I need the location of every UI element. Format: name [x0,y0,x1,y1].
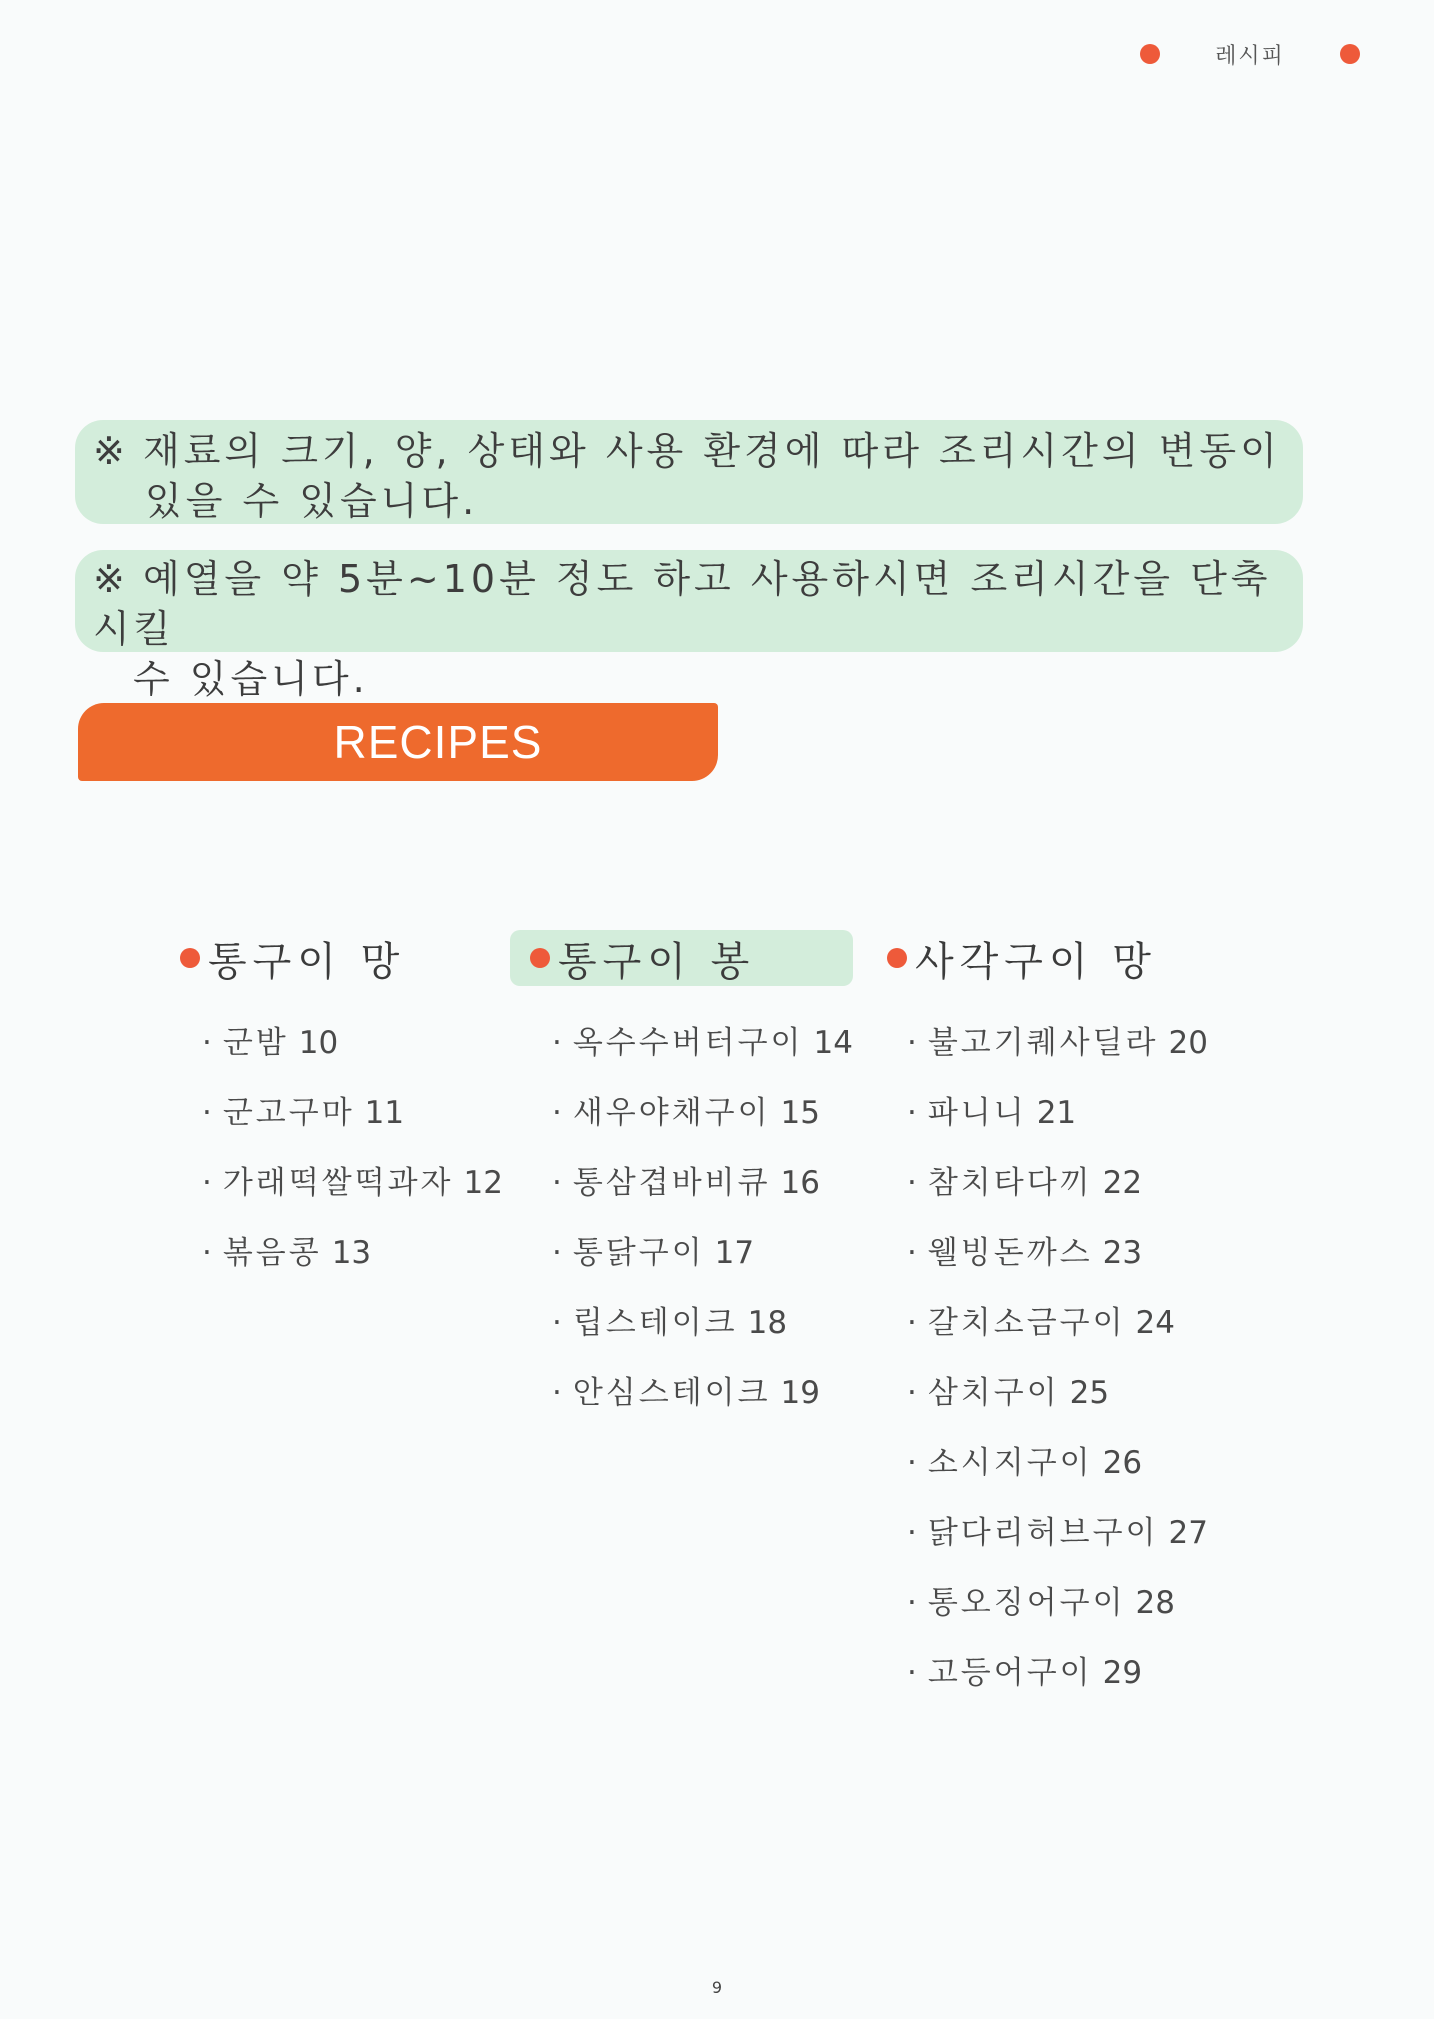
header-right-dot-icon [1340,44,1360,64]
column-header-label: 통구이 망 [208,938,406,985]
header-left-dot-icon [1140,44,1160,64]
recipe-page-number: 29 [1102,1655,1143,1691]
recipe-page-number: 10 [298,1025,339,1061]
recipe-name: 삼치구이 [927,1375,1060,1411]
recipe-list [180,1008,503,1288]
recipe-item[interactable]: · 가래떡쌀떡과자 12 [202,1165,503,1201]
recipe-name: 새우야채구이 [572,1095,771,1131]
recipe-item[interactable]: · 통닭구이 17 [552,1235,755,1271]
notice-line: 있을 수 있습니다. [145,479,479,523]
recipe-name: 안심스테이크 [572,1375,771,1411]
recipe-name: 군고구마 [222,1095,355,1131]
recipe-name: 소시지구이 [927,1445,1093,1481]
recipe-name: 파니니 [927,1095,1027,1131]
recipe-item[interactable]: · 불고기퀘사딜라 20 [907,1025,1208,1061]
recipe-name: 볶음콩 [222,1235,322,1271]
page-number: 9 [711,1978,723,1997]
recipe-item[interactable]: · 삼치구이 25 [907,1375,1110,1411]
column-header-label: 통구이 봉 [558,938,756,985]
recipe-name: 립스테이크 [572,1305,738,1341]
recipe-column-square-grill-net [887,930,1208,1708]
recipe-page-number: 19 [780,1375,820,1411]
column-header-label: 사각구이 망 [915,938,1157,985]
recipe-page-number: 23 [1102,1235,1143,1271]
notice-line: 재료의 크기, 양, 상태와 사용 환경에 따라 조리시간의 변동이 [143,429,1281,473]
recipe-page-number: 22 [1102,1165,1143,1201]
recipe-name: 군밤 [222,1025,289,1061]
recipe-page-number: 25 [1069,1375,1110,1411]
bullet-dot-icon [180,948,200,968]
page-header [1140,34,1360,74]
bullet-dot-icon [530,948,550,968]
recipe-page-number: 18 [747,1305,788,1341]
recipe-item[interactable]: · 군밤 10 [202,1025,339,1061]
recipe-column-rotisserie-net [180,930,503,1288]
recipe-name: 웰빙돈까스 [927,1235,1093,1271]
recipe-page-number: 27 [1168,1515,1208,1551]
recipe-item[interactable]: · 군고구마 11 [202,1095,405,1131]
reference-mark-icon: ※ [93,429,129,473]
recipe-page-number: 24 [1135,1305,1175,1341]
recipe-item[interactable]: · 새우야채구이 15 [552,1095,820,1131]
recipe-item[interactable]: · 고등어구이 29 [907,1655,1143,1691]
recipe-item[interactable]: · 볶음콩 13 [202,1235,372,1271]
recipe-column-rotisserie-spit [510,930,853,1428]
recipe-page-number: 11 [364,1095,405,1131]
recipe-item[interactable]: · 옥수수버터구이 14 [552,1025,853,1061]
notice-cooking-time-variation [75,420,1303,524]
recipe-item[interactable]: · 통삼겹바비큐 16 [552,1165,820,1201]
recipe-name: 불고기퀘사딜라 [927,1025,1159,1061]
notice-line: 수 있습니다. [133,657,369,701]
header-title: 레시피 [1215,43,1285,69]
recipe-name: 닭다리허브구이 [927,1515,1159,1551]
recipe-page-number: 20 [1168,1025,1208,1061]
recipe-name: 참치타다끼 [927,1165,1093,1201]
notice-preheat [75,550,1303,701]
recipe-name: 옥수수버터구이 [572,1025,804,1061]
recipe-item[interactable]: · 닭다리허브구이 27 [907,1515,1208,1551]
recipe-item[interactable]: · 참치타다끼 22 [907,1165,1143,1201]
recipe-name: 갈치소금구이 [927,1305,1126,1341]
recipe-page-number: 16 [780,1165,820,1201]
recipe-item[interactable]: · 파니니 21 [907,1095,1077,1131]
recipe-name: 통삼겹바비큐 [572,1165,771,1201]
recipe-list [510,1008,853,1428]
recipe-page-number: 28 [1135,1585,1175,1621]
column-header [887,930,1208,986]
recipes-banner [78,703,718,781]
recipe-page-number: 14 [813,1025,853,1061]
recipe-page-number: 21 [1036,1095,1077,1131]
recipe-name: 가래떡쌀떡과자 [222,1165,454,1201]
recipe-item[interactable]: · 웰빙돈까스 23 [907,1235,1143,1271]
notice-line: 예열을 약 5분~10분 정도 하고 사용하시면 조리시간을 단축시킬 [93,557,1272,651]
recipe-page-number: 12 [463,1165,503,1201]
recipes-title: RECIPES [333,716,543,768]
recipe-name: 통닭구이 [572,1235,705,1271]
bullet-dot-icon [887,948,907,968]
recipe-item[interactable]: · 갈치소금구이 24 [907,1305,1175,1341]
recipe-page-number: 26 [1102,1445,1143,1481]
recipe-item[interactable]: · 통오징어구이 28 [907,1585,1175,1621]
recipe-item[interactable]: · 립스테이크 18 [552,1305,788,1341]
recipe-name: 통오징어구이 [927,1585,1126,1621]
recipe-item[interactable]: · 소시지구이 26 [907,1445,1143,1481]
recipe-name: 고등어구이 [927,1655,1093,1691]
recipe-page-number: 13 [331,1235,372,1271]
recipe-page-number: 15 [780,1095,820,1131]
recipe-page-number: 17 [714,1235,755,1271]
column-header [180,930,503,986]
recipe-list [887,1008,1208,1708]
column-header [510,930,853,986]
reference-mark-icon: ※ [93,557,129,601]
recipe-item[interactable]: · 안심스테이크 19 [552,1375,820,1411]
